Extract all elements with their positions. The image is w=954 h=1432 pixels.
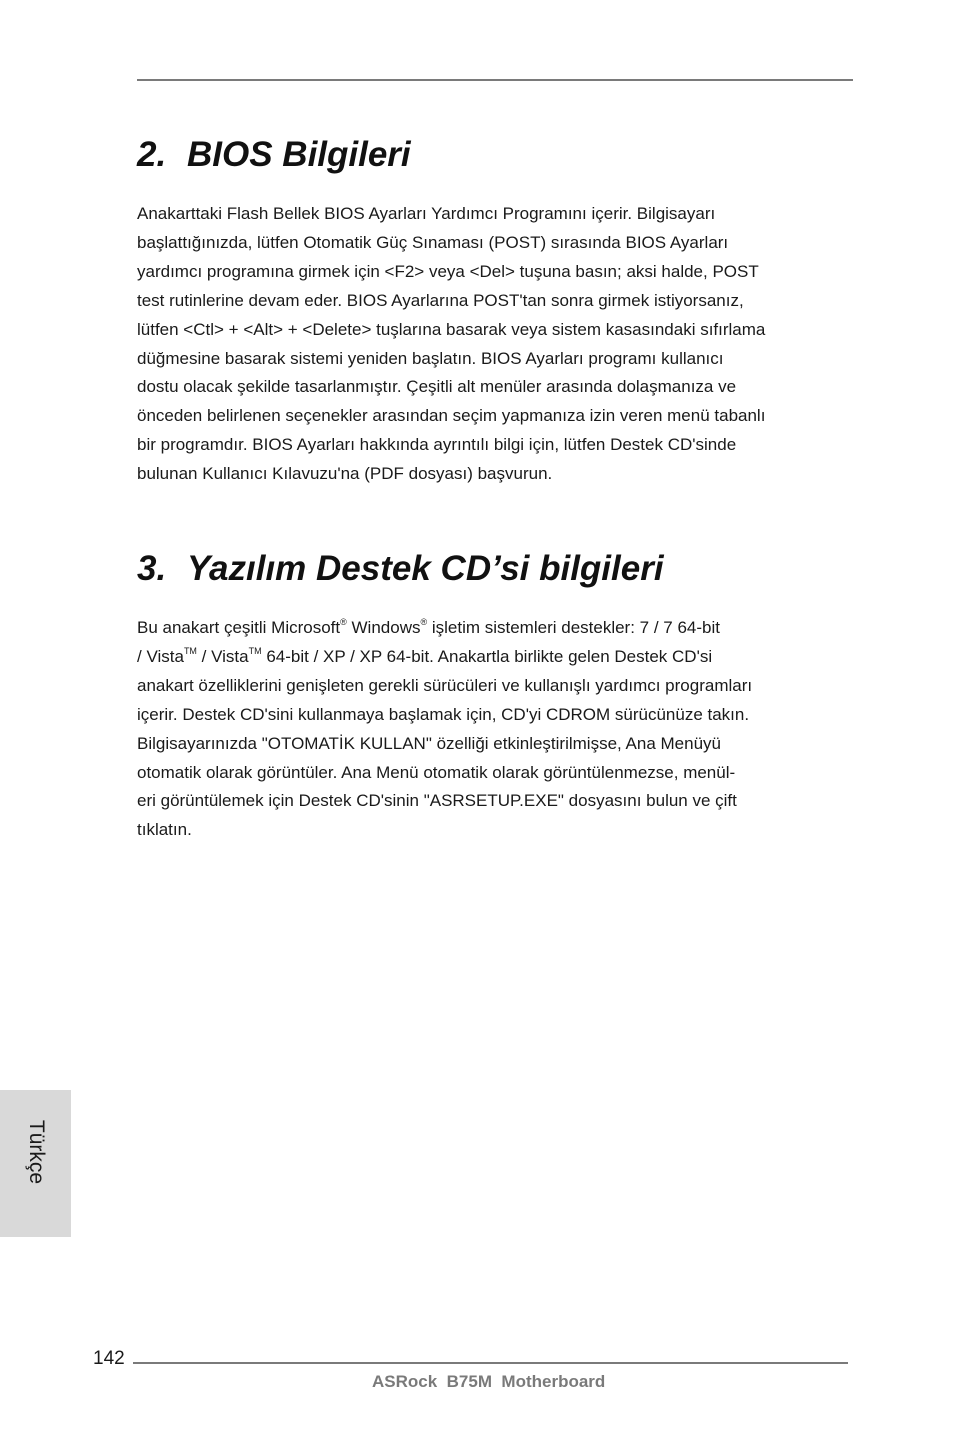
text-run: / Vista xyxy=(196,646,249,666)
bottom-divider xyxy=(133,1362,848,1364)
paragraph-line: dostu olacak şekilde tasarlanmıştır. Çeşitli alt menüler arasında dolaşmanıza ve xyxy=(137,377,737,397)
trademark-mark: TM xyxy=(248,645,262,656)
registered-mark: ® xyxy=(420,617,428,627)
paragraph-line: önceden belirlenen seçenekler arasından seçim yapmanıza izin veren menü tabanlı xyxy=(137,406,766,426)
text-run: / Vista xyxy=(137,646,184,666)
paragraph-line: düğmesine basarak sistemi yeniden başlatın. BIOS Ayarları programı kullanıcı xyxy=(137,348,724,368)
paragraph-line xyxy=(137,643,853,672)
paragraph-line: bulunan Kullanıcı Kılavuzu'na (PDF dosyası) başvurun. xyxy=(137,464,553,484)
text-run: Windows xyxy=(346,618,421,637)
paragraph-line: yardımcı programına girmek için <F2> veya <Del> tuşuna basın; aksi halde, POST xyxy=(137,261,759,281)
bios-paragraph xyxy=(137,200,853,489)
paragraph-line: otomatik olarak görüntüler. Ana Menü otomatik olarak görüntülenmezse, menül- xyxy=(137,762,736,782)
text-run: Bu anakart çeşitli Microsoft xyxy=(137,618,341,637)
section-heading-bios xyxy=(137,135,411,175)
footer-product-name: ASRock B75M Motherboard xyxy=(372,1372,606,1391)
paragraph-line: Anakarttaki Flash Bellek BIOS Ayarları Yardımcı Programını içerir. Bilgisayarı xyxy=(137,204,716,223)
language-side-tab xyxy=(0,1090,71,1237)
section-number: 3. xyxy=(137,549,167,588)
registered-mark: ® xyxy=(340,617,347,627)
paragraph-line: eri görüntülemek için Destek CD'sinin "ASRSETUP.EXE" dosyasını bulun ve çift xyxy=(137,791,737,811)
section-number: 2. xyxy=(137,135,167,174)
paragraph-line: lütfen <Ctl> + <Alt> + <Delete> tuşlarına basarak veya sistem kasasındaki sıfırlama xyxy=(137,319,766,339)
paragraph-line: test rutinlerine devam eder. BIOS Ayarlarına POST'tan sonra girmek istiyorsanız, xyxy=(137,290,744,310)
trademark-mark: TM xyxy=(183,645,197,656)
language-label: Türkçe xyxy=(25,1119,48,1185)
paragraph-line: içerir. Destek CD'sini kullanmaya başlamak için, CD'yi CDROM sürücünüze takın. xyxy=(137,704,750,724)
paragraph-line: başlattığınızda, lütfen Otomatik Güç Sınaması (POST) sırasında BIOS Ayarları xyxy=(137,232,729,252)
text-run: işletim sistemleri destekler: 7 / 7 64-bit xyxy=(427,618,720,637)
paragraph-line: tıklatın. xyxy=(137,820,192,840)
page-number: 142 xyxy=(93,1348,125,1369)
paragraph-line xyxy=(137,614,853,643)
section-title: BIOS Bilgileri xyxy=(187,135,411,174)
section-title: Yazılım Destek CD’si bilgileri xyxy=(187,549,664,588)
text-run: 64-bit / XP / XP 64-bit. Anakartla birlikte gelen Destek CD'si xyxy=(261,646,713,666)
paragraph-line: Bilgisayarınızda "OTOMATİK KULLAN" özelliği etkinleştirilmişse, Ana Menüyü xyxy=(137,733,721,753)
paragraph-line: bir programdır. BIOS Ayarları hakkında ayrıntılı bilgi için, lütfen Destek CD'sinde xyxy=(137,435,737,455)
top-divider xyxy=(137,79,853,81)
cd-paragraph xyxy=(137,614,853,845)
paragraph-line: anakart özelliklerini genişleten gerekli sürücüleri ve kullanışlı yardımcı programları xyxy=(137,675,753,695)
section-heading-cd xyxy=(137,549,664,589)
